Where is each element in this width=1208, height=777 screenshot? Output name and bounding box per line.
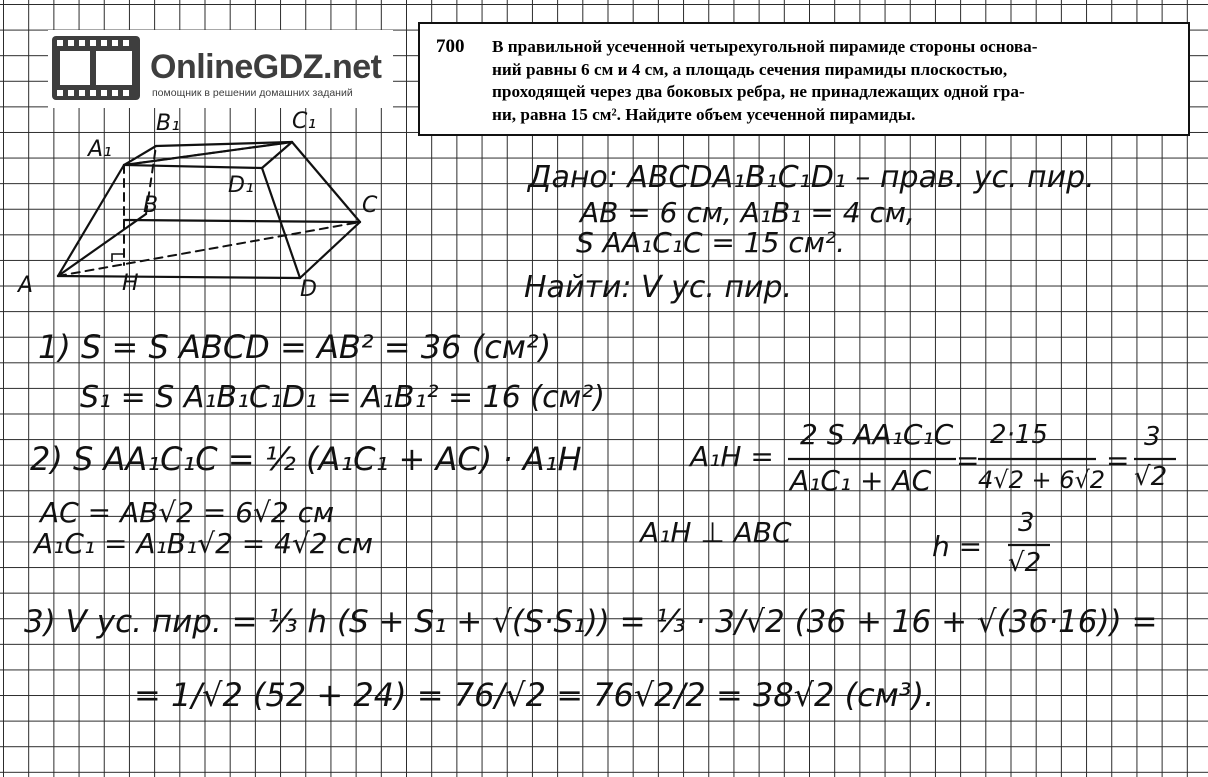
- edge-a-b-back: [58, 214, 146, 276]
- label-a: A: [18, 273, 34, 298]
- label-h: H: [122, 271, 139, 296]
- given-line-2: AB = 6 см, A₁B₁ = 4 см,: [580, 196, 915, 229]
- logo-name: OnlineGDZ.net: [150, 48, 382, 86]
- a1h-fraction-bar: [788, 457, 958, 461]
- task-line: проходящей через два боковых ребра, не принадлежащих одной гра-: [492, 82, 1025, 101]
- edge-d-d1: [262, 168, 300, 278]
- step3-volume: 3) V ус. пир. = ⅓ h (S + S₁ + √(S·S₁)) = ⅓ · 3/√2 (36 + 16 + √(36·16)) =: [24, 604, 1158, 640]
- label-c1: C₁: [292, 109, 317, 134]
- a1h-lhs: A₁H =: [690, 440, 774, 473]
- step1-top-area: S₁ = S A₁B₁C₁D₁ = A₁B₁² = 16 (см²): [80, 380, 605, 415]
- edge-a-d: [58, 276, 300, 278]
- a1h-numerator-2: 2·15: [990, 420, 1048, 450]
- a1h-fraction-bar-2: [978, 457, 1098, 461]
- task-number: 700: [436, 36, 465, 57]
- a1h-equals-1: =: [956, 444, 980, 477]
- a1h-denominator-3: √2: [1134, 462, 1168, 492]
- edge-a-a1: [58, 165, 124, 276]
- task-line: В правильной усеченной четырехугольной пирамиде стороны основа-: [492, 37, 1038, 56]
- right-angle-mark: [112, 254, 124, 262]
- step3-result: = 1/√2 (52 + 24) = 76/√2 = 76√2/2 = 38√2 (см³).: [134, 676, 935, 714]
- edge-b-c-back: [124, 220, 360, 222]
- label-c: C: [362, 193, 378, 218]
- a1h-denominator: A₁C₁ + AC: [790, 464, 932, 497]
- a1h-equals-2: =: [1106, 444, 1130, 477]
- edge-c-c1: [292, 142, 360, 222]
- step2-a1c1: A₁C₁ = A₁B₁√2 = 4√2 см: [34, 527, 374, 560]
- step2-ac: AC = AB√2 = 6√2 см: [40, 496, 335, 529]
- step2-section-area: 2) S AA₁C₁C = ½ (A₁C₁ + AC) · A₁H: [30, 440, 582, 478]
- h-numerator: 3: [1018, 508, 1035, 538]
- find-line: Найти: V ус. пир.: [524, 270, 793, 305]
- logo-tagline: помощник в решении домашних заданий: [152, 87, 353, 99]
- given-line-1: Дано: ABCDA₁B₁C₁D₁ – прав. ус. пир.: [528, 160, 1095, 195]
- given-line-3: S AA₁C₁C = 15 см².: [576, 226, 845, 259]
- h-fraction-bar: [1008, 543, 1052, 547]
- a1h-numerator-3: 3: [1144, 422, 1161, 452]
- label-d: D: [300, 277, 317, 302]
- edge-a1-d1: [124, 165, 262, 168]
- label-d1: D₁: [228, 173, 254, 198]
- a1h-fraction-bar-3: [1134, 457, 1178, 461]
- step1-base-area: 1) S = S ABCD = AB² = 36 (см²): [38, 328, 552, 366]
- perpendicular-statement: A₁H ⊥ ABC: [640, 516, 792, 549]
- label-b1: B₁: [156, 111, 180, 136]
- task-line: ний равны 6 см и 4 см, а площадь сечения пирамиды плоскостью,: [492, 59, 1008, 79]
- h-denominator: √2: [1008, 548, 1042, 578]
- diagonal-a-c: [58, 222, 360, 276]
- a1h-denominator-2: 4√2 + 6√2: [978, 466, 1106, 494]
- h-lhs: h =: [932, 530, 983, 563]
- a1h-numerator: 2 S AA₁C₁C: [800, 418, 954, 451]
- task-line: ни, равна 15 см². Найдите объем усеченной пирамиды.: [492, 104, 916, 124]
- label-b: B: [143, 193, 159, 218]
- label-a1: A₁: [88, 137, 112, 162]
